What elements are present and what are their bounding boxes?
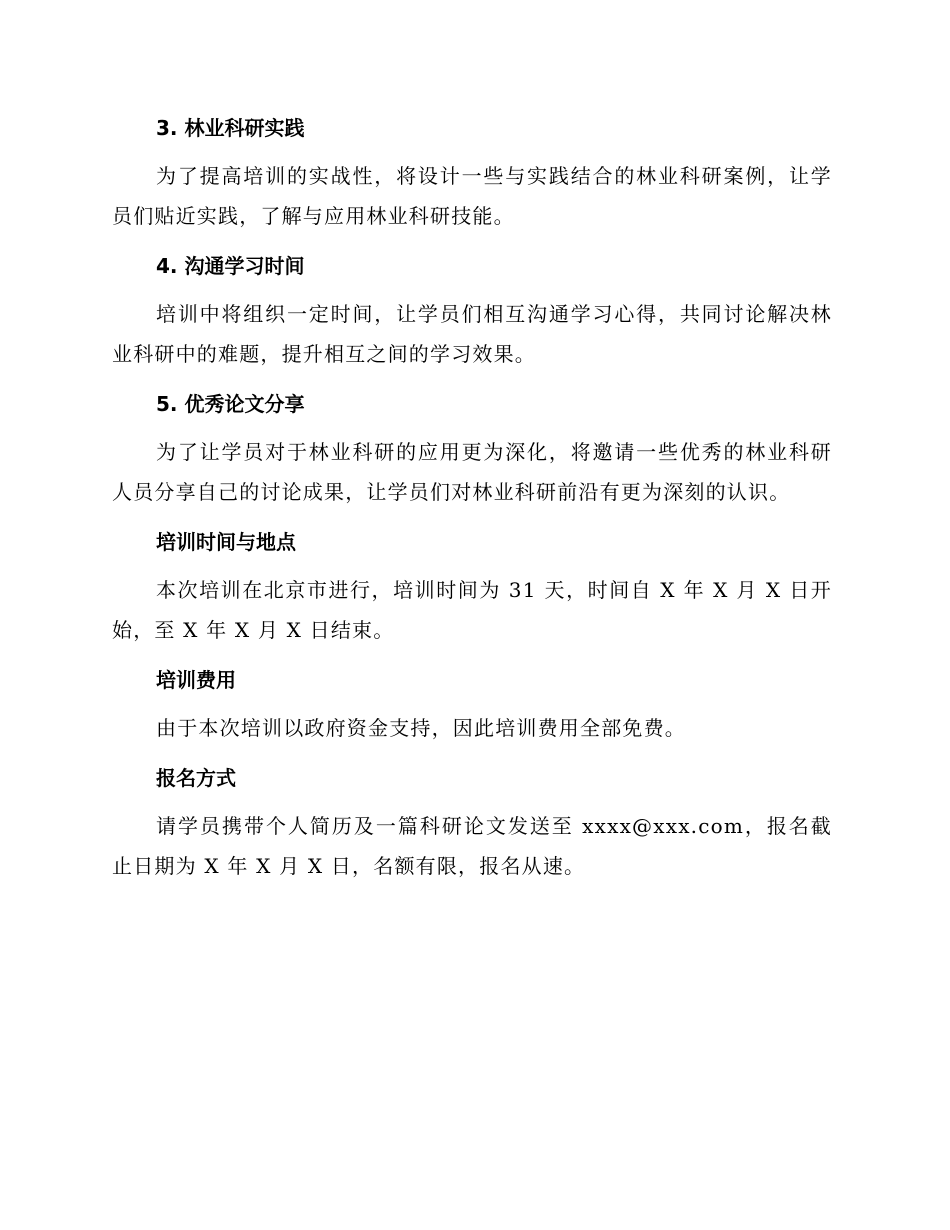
section-communication-time xyxy=(112,246,832,374)
section-heading: 培训时间与地点 xyxy=(156,530,296,554)
section-time-location xyxy=(112,522,832,650)
section-paragraph: 由于本次培训以政府资金支持，因此培训费用全部免费。 xyxy=(156,716,686,740)
section-forestry-research-practice xyxy=(112,108,832,236)
section-paragraph: 本次培训在北京市进行，培训时间为 31 天，时间自 X 年 X 月 X 日开始，至 X 年 X 月 X 日结束。 xyxy=(112,578,832,642)
section-heading: 3. 林业科研实践 xyxy=(156,116,305,140)
section-heading: 报名方式 xyxy=(156,766,236,790)
section-paragraph: 为了提高培训的实战性，将设计一些与实践结合的林业科研案例，让学员们贴近实践，了解与应用林业科研技能。 xyxy=(112,164,832,228)
section-heading: 4. 沟通学习时间 xyxy=(156,254,305,278)
section-paragraph: 为了让学员对于林业科研的应用更为深化，将邀请一些优秀的林业科研人员分享自己的讨论成果，让学员们对林业科研前沿有更为深刻的认识。 xyxy=(112,440,832,504)
section-paragraph: 请学员携带个人简历及一篇科研论文发送至 xxxx@xxx.com，报名截止日期为 X 年 X 月 X 日，名额有限，报名从速。 xyxy=(112,814,832,878)
section-heading: 5. 优秀论文分享 xyxy=(156,392,305,416)
section-paper-sharing xyxy=(112,384,832,512)
section-heading: 培训费用 xyxy=(156,668,236,692)
section-paragraph: 培训中将组织一定时间，让学员们相互沟通学习心得，共同讨论解决林业科研中的难题，提升相互之间的学习效果。 xyxy=(112,302,832,366)
document-content xyxy=(112,108,832,896)
section-fees xyxy=(112,660,832,748)
section-registration xyxy=(112,758,832,886)
